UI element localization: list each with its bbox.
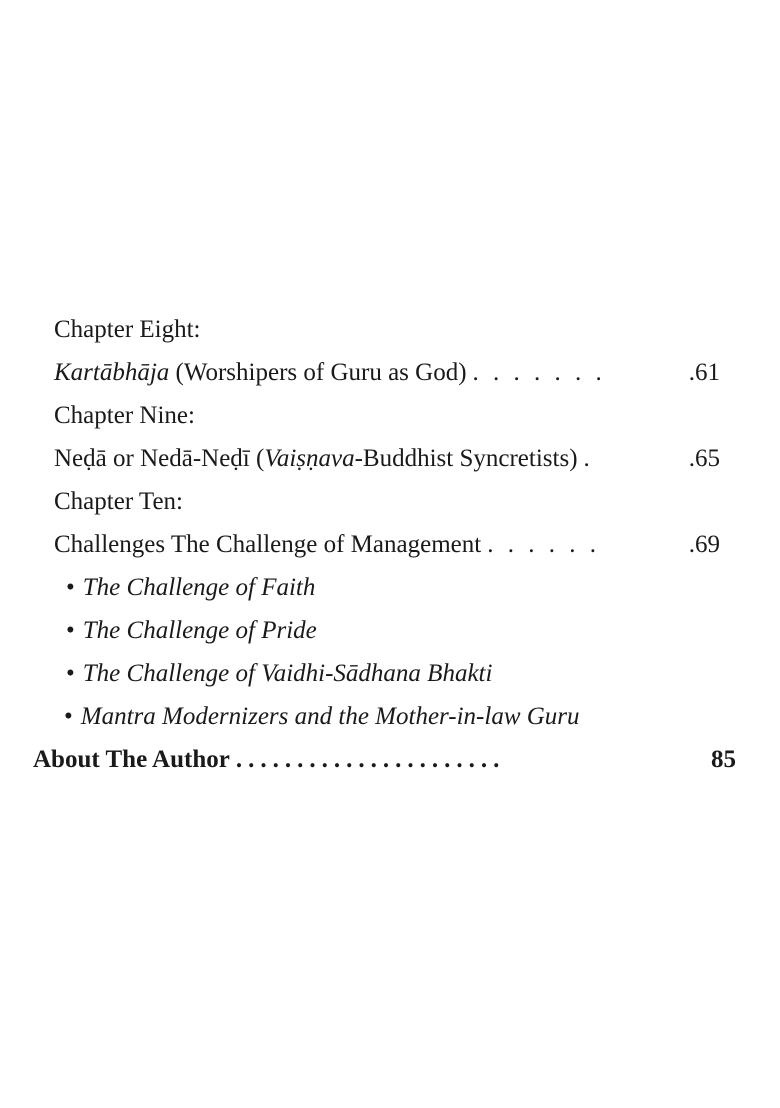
chapter-ten-heading bbox=[54, 480, 720, 523]
subsection-item[interactable] bbox=[54, 652, 720, 695]
entry-title: About The Author bbox=[33, 746, 230, 773]
bullet-icon: • bbox=[66, 574, 75, 601]
page-number: .65 bbox=[688, 445, 720, 472]
table-of-contents bbox=[33, 308, 736, 781]
toc-entry-challenges[interactable] bbox=[54, 523, 720, 566]
entry-title-italic: Kartābhāja bbox=[54, 359, 170, 386]
subsection-title: The Challenge of Vaidhi-Sādhana Bhakti bbox=[82, 660, 493, 687]
toc-entry-neda[interactable] bbox=[54, 437, 720, 480]
heading-text: Chapter Ten: bbox=[54, 488, 184, 515]
bullet-icon: • bbox=[66, 660, 75, 687]
subsection-item[interactable] bbox=[54, 695, 720, 738]
page-number: 85 bbox=[711, 746, 736, 773]
heading-text: Chapter Nine: bbox=[54, 402, 195, 429]
subsection-title: The Challenge of Pride bbox=[82, 617, 317, 644]
entry-title-italic: Vaiṣṇava bbox=[264, 445, 355, 472]
entry-title: -Buddhist Syncretists) bbox=[354, 445, 578, 472]
dot-leader: . bbox=[583, 445, 594, 472]
entry-title: (Worshipers of Guru as God) bbox=[169, 359, 467, 386]
heading-text: Chapter Eight: bbox=[54, 316, 201, 343]
toc-entry-kartabhaja[interactable] bbox=[54, 351, 720, 394]
subsection-item[interactable] bbox=[54, 609, 720, 652]
chapter-eight-heading bbox=[54, 308, 720, 351]
chapter-nine-heading bbox=[54, 394, 720, 437]
toc-entry-about-author[interactable] bbox=[33, 738, 736, 781]
bullet-icon: • bbox=[66, 617, 75, 644]
entry-title: Neḍā or Nedā-Neḍī ( bbox=[54, 445, 265, 472]
subsection-title: Mantra Modernizers and the Mother-in-law Guru bbox=[80, 703, 580, 730]
entry-title: Challenges The Challenge of Management bbox=[54, 531, 482, 558]
page-number: .61 bbox=[688, 359, 720, 386]
dot-leader: . . . . . . . bbox=[472, 359, 606, 386]
subsection-item[interactable] bbox=[54, 566, 720, 609]
page-number: .69 bbox=[688, 531, 720, 558]
subsection-title: The Challenge of Faith bbox=[82, 574, 316, 601]
dot-leader: . . . . . . bbox=[487, 531, 600, 558]
dot-leader: ...................... bbox=[235, 746, 506, 773]
bullet-icon: • bbox=[64, 703, 73, 730]
